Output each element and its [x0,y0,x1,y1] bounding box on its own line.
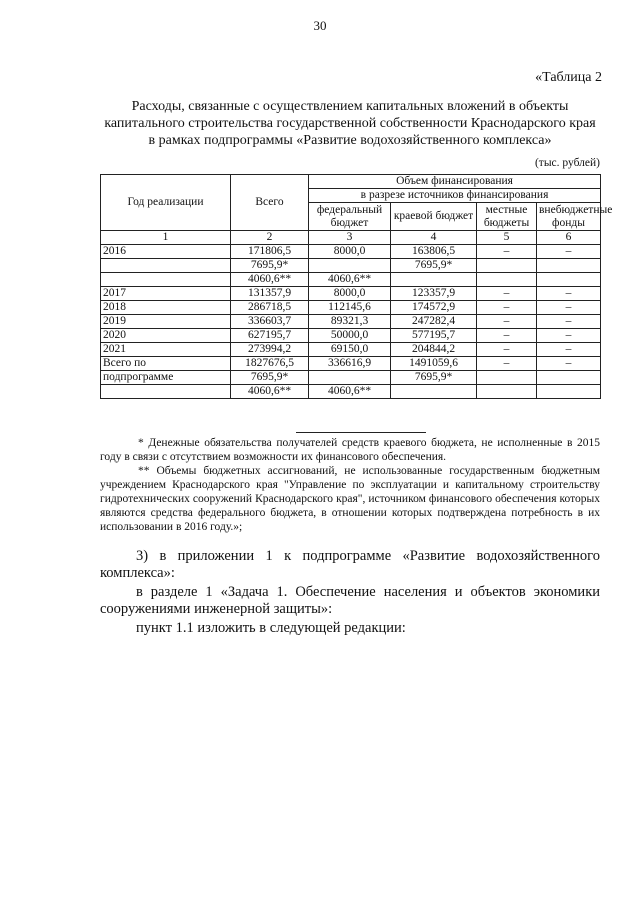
year-cell [101,385,231,399]
financing-table [100,174,613,399]
footnote-2: ** Объемы бюджетных ассигнований, не использованные государственным бюджетным учреждением Краснодарского края "Управление по эксплуатации и капитальному строительству гидротехнических сооружений Краснодарского края", источником финансового обеспечения которых являются средства федерального бюджета, в отношении которых подтверждена потребность в их использовании в 2016 году.»; [100,465,600,533]
table-row [101,357,601,371]
table-row [101,385,601,399]
value-cell [391,385,477,399]
value-cell: 7695,9* [231,371,309,385]
value-cell: 4060,6** [231,385,309,399]
year-cell: 2021 [101,343,231,357]
header-by-source: в разрезе источников финансирования [309,189,601,203]
value-cell: – [537,245,601,259]
value-cell [477,385,537,399]
table-row [101,329,601,343]
column-number: 6 [537,231,601,245]
value-cell: 1491059,6 [391,357,477,371]
year-cell: подпрограмме [101,371,231,385]
footnote-separator [296,432,426,433]
header-year: Год реализации [101,175,231,231]
value-cell: – [477,245,537,259]
table-row [101,245,601,259]
value-cell: 627195,7 [231,329,309,343]
unit-label: (тыс. рублей) [534,157,600,169]
value-cell: 4060,6** [231,273,309,287]
value-cell [477,371,537,385]
value-cell: 174572,9 [391,301,477,315]
value-cell: 89321,3 [309,315,391,329]
value-cell: 204844,2 [391,343,477,357]
footnote-1: * Денежные обязательства получателей средств краевого бюджета, не исполненные в 2015 году в связи с отсутствием возможности их финансового обеспечения. [100,437,600,463]
header-regional: краевой бюджет [391,203,477,231]
value-cell: 7695,9* [391,371,477,385]
column-number: 1 [101,231,231,245]
table-row [101,287,601,301]
value-cell [477,259,537,273]
value-cell: – [477,329,537,343]
value-cell: – [477,287,537,301]
paragraph-section-1: в разделе 1 «Задача 1. Обеспечение населения и объектов экономики сооружениями инженерной защиты»: [100,584,600,617]
value-cell: 4060,6** [309,273,391,287]
value-cell: 163806,5 [391,245,477,259]
value-cell: – [537,329,601,343]
page-number: 30 [313,18,327,33]
value-cell: 50000,0 [309,329,391,343]
year-cell [101,259,231,273]
value-cell: – [477,301,537,315]
value-cell: 8000,0 [309,287,391,301]
header-federal: федеральный бюджет [309,203,391,231]
value-cell [309,371,391,385]
header-local: местные бюджеты [477,203,537,231]
year-cell: 2017 [101,287,231,301]
column-number: 3 [309,231,391,245]
value-cell: 69150,0 [309,343,391,357]
value-cell [537,259,601,273]
value-cell [537,273,601,287]
table-row [101,315,601,329]
value-cell: 7695,9* [391,259,477,273]
table-row [101,259,601,273]
value-cell: 8000,0 [309,245,391,259]
value-cell: 336616,9 [309,357,391,371]
year-cell: 2020 [101,329,231,343]
value-cell: 123357,9 [391,287,477,301]
value-cell: – [537,301,601,315]
table-row [101,273,601,287]
table-label: «Таблица 2 [535,70,602,85]
header-funding: Объем финансирования [309,175,601,189]
value-cell: 577195,7 [391,329,477,343]
header-offbudget: внебюджетные фонды [537,203,601,231]
value-cell [391,273,477,287]
year-cell [101,273,231,287]
value-cell: – [537,287,601,301]
value-cell: – [537,357,601,371]
value-cell: 1827676,5 [231,357,309,371]
table-row [101,343,601,357]
value-cell [477,273,537,287]
value-cell: 112145,6 [309,301,391,315]
column-number: 5 [477,231,537,245]
column-number: 4 [391,231,477,245]
column-numbers-row [101,231,601,245]
value-cell: 247282,4 [391,315,477,329]
value-cell: 7695,9* [231,259,309,273]
column-number: 2 [231,231,309,245]
table-row [101,371,601,385]
value-cell: 286718,5 [231,301,309,315]
year-cell: 2016 [101,245,231,259]
year-cell: 2018 [101,301,231,315]
value-cell: 4060,6** [309,385,391,399]
value-cell [537,385,601,399]
header-total: Всего [231,175,309,231]
value-cell: – [537,343,601,357]
value-cell: 171806,5 [231,245,309,259]
value-cell: – [477,357,537,371]
table-body [101,245,601,399]
table-title: Расходы, связанные с осуществлением капитальных вложений в объекты капитального строительства государственной собственности Краснодарского края в рамках подпрограммы «Развитие водохозяйственного комплекса» [104,99,596,148]
value-cell: 336603,7 [231,315,309,329]
paragraph-item-3: 3) в приложении 1 к подпрограмме «Развитие водохозяйственного комплекса»: [100,548,600,581]
year-cell: 2019 [101,315,231,329]
value-cell: 273994,2 [231,343,309,357]
value-cell [309,259,391,273]
paragraph-point-1-1: пункт 1.1 изложить в следующей редакции: [136,620,406,636]
value-cell: – [477,343,537,357]
year-cell: Всего по [101,357,231,371]
value-cell: – [537,315,601,329]
value-cell [537,371,601,385]
value-cell: – [477,315,537,329]
value-cell: 131357,9 [231,287,309,301]
table-row [101,301,601,315]
